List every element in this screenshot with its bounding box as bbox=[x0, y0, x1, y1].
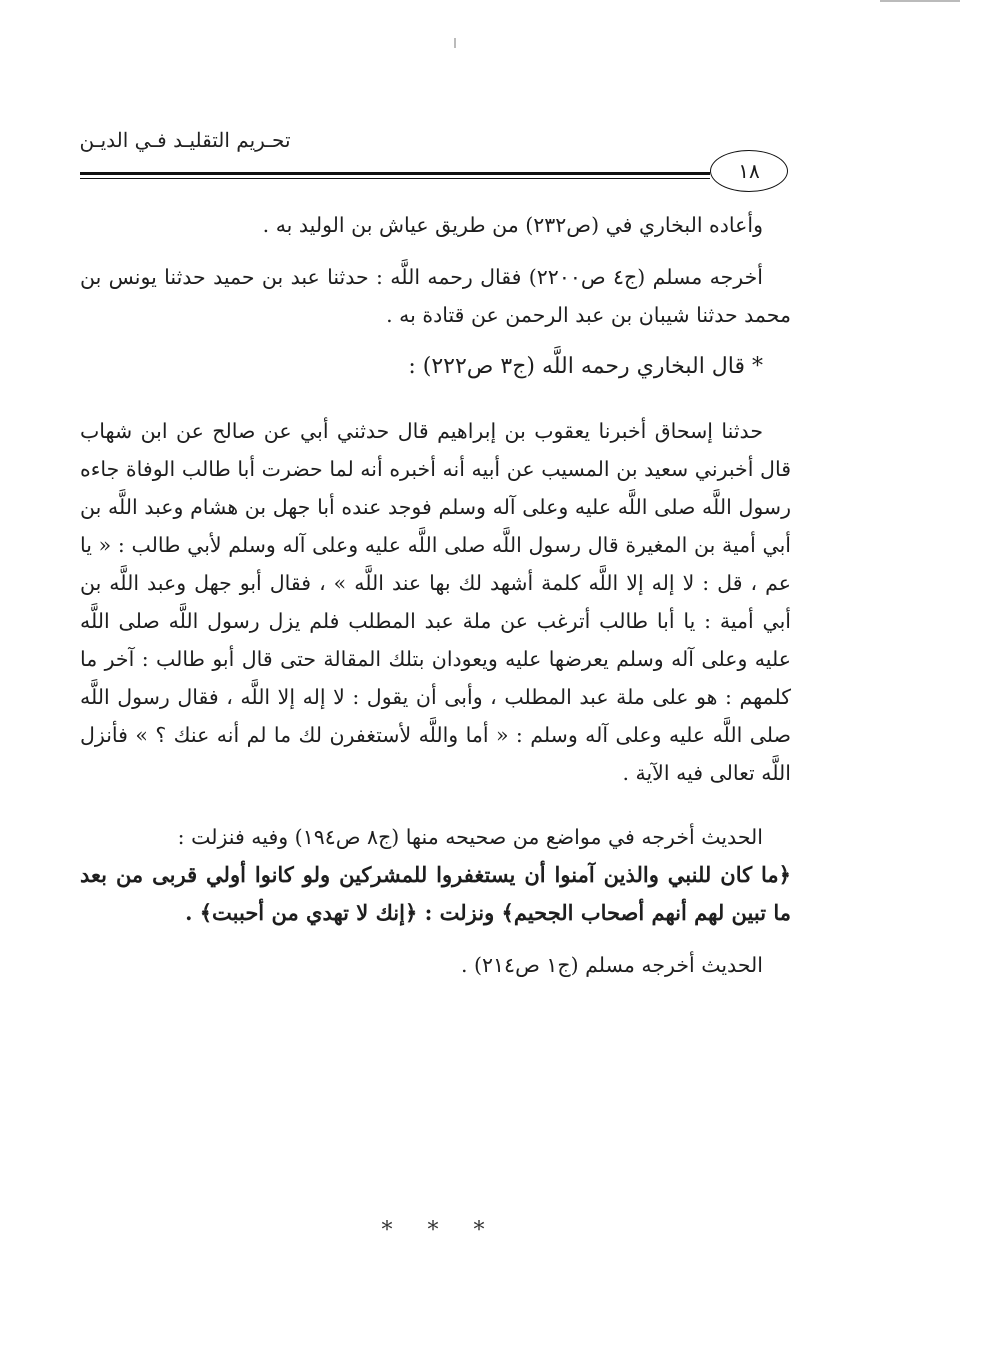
paragraph-hadith-source: الحديث أخرجه في مواضع من صحيحه منها (ج٨ ص١٩٤) وفيه فنزلت : bbox=[177, 825, 763, 849]
section-heading-bukhari: * قال البخاري رحمه اللَّه (ج٣ ص٢٢٢) : bbox=[408, 354, 763, 379]
page-number: ١٨ bbox=[710, 150, 788, 192]
paragraph-muslim-citation: أخرجه مسلم (ج٤ ص٢٢٠٠) فقال رحمه اللَّه : حدثنا عبد بن حميد حدثنا يونس بن محمد حدثنا شيبان بن عبد الرحمن عن قتادة به . bbox=[80, 265, 791, 327]
body-text bbox=[80, 206, 791, 984]
header-rule bbox=[80, 172, 710, 175]
scan-dot-mark bbox=[454, 38, 456, 48]
paragraph-quran-verses: ﴿ما كان للنبي والذين آمنوا أن يستغفروا للمشركين ولو كانوا أولي قربى من بعد ما تبين لهم أنهم أصحاب الجحيم﴾ ونزلت : ﴿إنك لا تهدي من أحببت﴾ . bbox=[80, 862, 791, 925]
running-header-title: تحـريم التقليـد فـي الديـن bbox=[79, 128, 291, 152]
paragraph-hadith-text: حدثنا إسحاق أخبرنا يعقوب بن إبراهيم قال حدثني أبي عن صالح عن ابن شهاب قال أخبرني سعيد بن المسيب عن أبيه أنه أخبره أنه لما حضرت أبا طالب الوفاة جاءه رسول اللَّه صلى اللَّه عليه وعلى آله وسلم فوجد عنده أبا جهل بن هشام وعبد اللَّه بن أبي أمية بن المغيرة قال رسول اللَّه صلى اللَّه عليه وعلى آله وسلم لأبي طالب : « يا عم ، قل : لا إله إلا اللَّه كلمة أشهد لك بها عند اللَّه » ، فقال أبو جهل وعبد اللَّه بن أبي أمية : يا أبا طالب أترغب عن ملة عبد المطلب فلم يزل رسول اللَّه صلى اللَّه عليه وعلى آله وسلم يعرضها عليه ويعودان بتلك المقالة حتى قال أبو طالب : آخر ما كلمهم : هو على ملة عبد المطلب ، وأبى أن يقول : لا إله إلا اللَّه ، فقال رسول اللَّه صلى اللَّه عليه وعلى آله وسلم : « أما واللَّه لأستغفرن لك ما لم أنه عنك ؟ » فأنزل اللَّه تعالى فيه الآية . bbox=[80, 419, 791, 785]
paragraph-bukhari-repeat: وأعاده البخاري في (ص٢٣٢) من طريق عياش بن الوليد به . bbox=[262, 213, 763, 237]
header-rule-thin bbox=[80, 178, 710, 179]
paragraph-muslim-source: الحديث أخرجه مسلم (ج١ ص٢١٤) . bbox=[461, 953, 763, 977]
scan-edge-mark bbox=[880, 0, 960, 2]
section-separator: * * * bbox=[381, 1218, 499, 1243]
